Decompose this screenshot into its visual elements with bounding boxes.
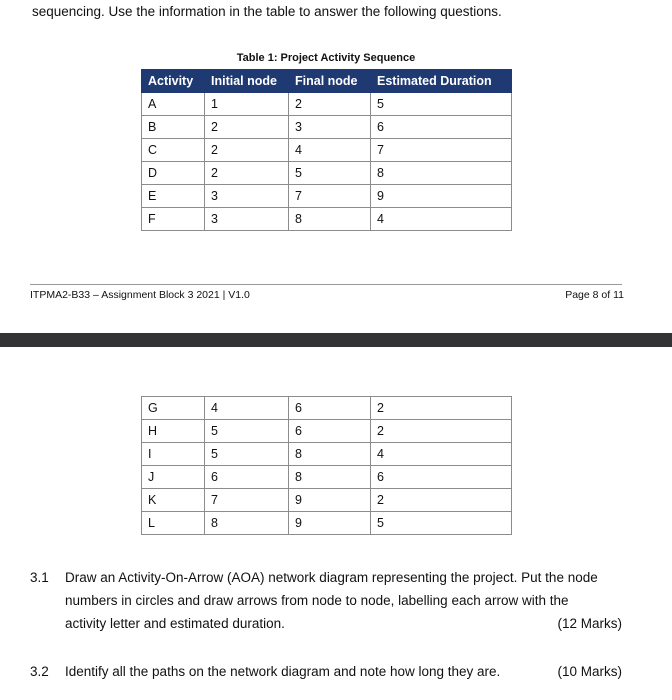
table-cell: 4 xyxy=(371,443,512,466)
footer-doc-id: ITPMA2-B33 – Assignment Block 3 2021 | V1.0 xyxy=(30,289,250,301)
table-cell: 3 xyxy=(289,116,371,139)
table-cell: D xyxy=(142,162,205,185)
table-header-row xyxy=(142,70,512,93)
table-cell: 9 xyxy=(289,489,371,512)
header-estimated-duration: Estimated Duration xyxy=(371,70,512,93)
page-break-bar xyxy=(0,333,672,347)
table-cell: K xyxy=(142,489,205,512)
table-cell: 2 xyxy=(205,162,289,185)
table-cell: F xyxy=(142,208,205,231)
table-row xyxy=(142,443,512,466)
table-cell: 6 xyxy=(371,466,512,489)
table-row xyxy=(142,208,512,231)
table-cell: 8 xyxy=(289,466,371,489)
question-3-1 xyxy=(30,566,630,635)
table-cell: C xyxy=(142,139,205,162)
table-row xyxy=(142,397,512,420)
table-cell: 2 xyxy=(371,397,512,420)
intro-text: sequencing. Use the information in the table to answer the following questions. xyxy=(32,4,502,19)
table-cell: J xyxy=(142,466,205,489)
table-cell: 6 xyxy=(205,466,289,489)
table-row xyxy=(142,116,512,139)
table-cell: 4 xyxy=(371,208,512,231)
table-row xyxy=(142,185,512,208)
table-caption: Table 1: Project Activity Sequence xyxy=(236,52,416,64)
activity-table-continued xyxy=(141,396,512,535)
question-line: numbers in circles and draw arrows from node to node, labelling each arrow with the xyxy=(65,593,569,608)
question-number: 3.2 xyxy=(30,664,49,679)
table-cell: 6 xyxy=(289,397,371,420)
table-cell: I xyxy=(142,443,205,466)
table-cell: 2 xyxy=(205,139,289,162)
footer-divider xyxy=(30,284,622,285)
header-final-node: Final node xyxy=(289,70,371,93)
table-row xyxy=(142,489,512,512)
question-line: Draw an Activity-On-Arrow (AOA) network diagram representing the project. Put the node xyxy=(65,570,598,585)
table-row xyxy=(142,512,512,535)
table-cell: 8 xyxy=(289,443,371,466)
table-cell: 5 xyxy=(371,93,512,116)
table-cell: 6 xyxy=(371,116,512,139)
table-cell: B xyxy=(142,116,205,139)
table-cell: 8 xyxy=(289,208,371,231)
footer-page-number: Page 8 of 11 xyxy=(565,289,624,301)
question-line-last xyxy=(65,612,630,635)
table-row xyxy=(142,93,512,116)
table-cell: 5 xyxy=(289,162,371,185)
question-marks: (10 Marks) xyxy=(557,664,622,679)
question-marks: (12 Marks) xyxy=(557,616,622,631)
table-cell: 2 xyxy=(371,420,512,443)
table-cell: 9 xyxy=(289,512,371,535)
table-cell: 4 xyxy=(289,139,371,162)
table-cell: A xyxy=(142,93,205,116)
table-cell: G xyxy=(142,397,205,420)
table-cell: 5 xyxy=(371,512,512,535)
table-cell: 1 xyxy=(205,93,289,116)
activity-table xyxy=(141,69,512,231)
header-initial-node: Initial node xyxy=(205,70,289,93)
question-number: 3.1 xyxy=(30,570,49,585)
table-cell: 7 xyxy=(205,489,289,512)
table-cell: 3 xyxy=(205,185,289,208)
table-cell: 2 xyxy=(371,489,512,512)
table-cell: 9 xyxy=(371,185,512,208)
table-cell: 8 xyxy=(371,162,512,185)
table-row xyxy=(142,139,512,162)
table-row xyxy=(142,420,512,443)
table-cell: E xyxy=(142,185,205,208)
table-cell: 2 xyxy=(205,116,289,139)
table-row xyxy=(142,466,512,489)
question-3-2 xyxy=(30,660,630,683)
question-line: activity letter and estimated duration. xyxy=(65,616,285,631)
table-row xyxy=(142,162,512,185)
table-cell: 7 xyxy=(371,139,512,162)
table-cell: H xyxy=(142,420,205,443)
table-cell: L xyxy=(142,512,205,535)
table-cell: 7 xyxy=(289,185,371,208)
table-cell: 5 xyxy=(205,443,289,466)
question-line: Identify all the paths on the network diagram and note how long they are. xyxy=(65,664,501,679)
table-cell: 2 xyxy=(289,93,371,116)
table-cell: 8 xyxy=(205,512,289,535)
table-cell: 5 xyxy=(205,420,289,443)
table-cell: 6 xyxy=(289,420,371,443)
header-activity: Activity xyxy=(142,70,205,93)
table-cell: 4 xyxy=(205,397,289,420)
table-cell: 3 xyxy=(205,208,289,231)
